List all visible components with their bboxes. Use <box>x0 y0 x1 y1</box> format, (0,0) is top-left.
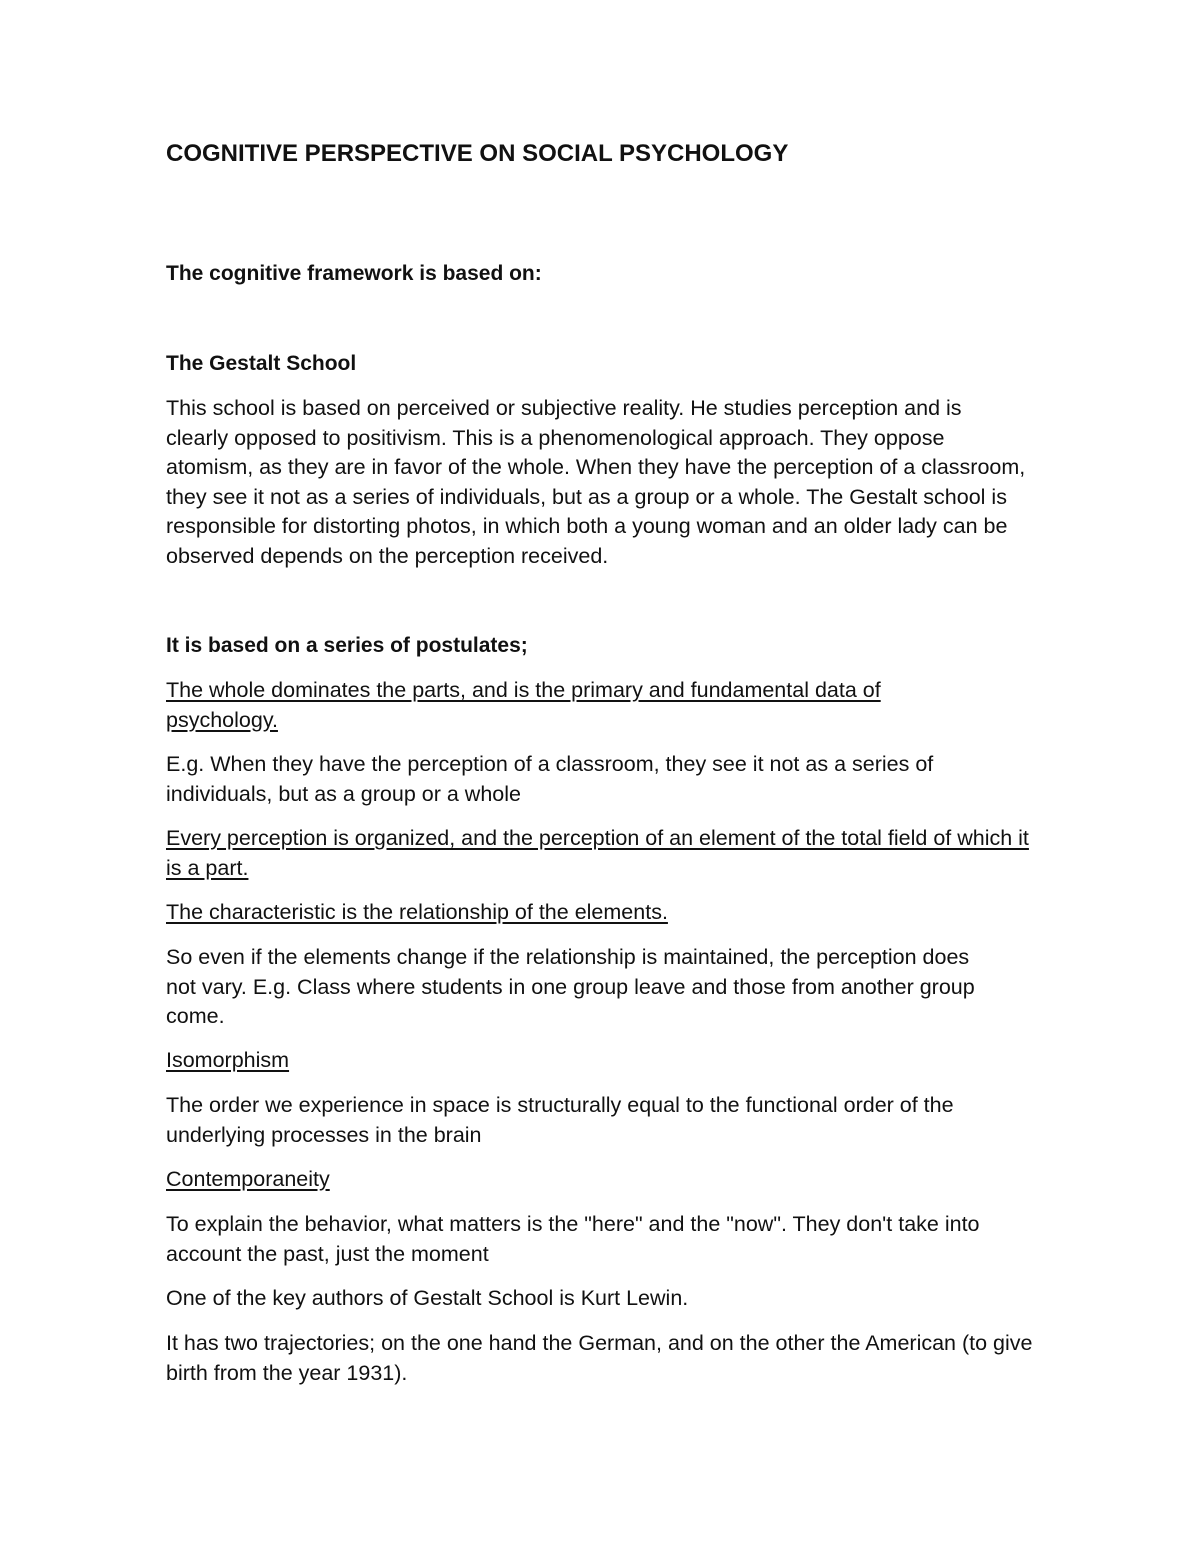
postulate-1: The whole dominates the parts, and is the primary and fundamental data of psychology. <box>166 678 881 732</box>
postulate-3-paragraph: So even if the elements change if the relationship is maintained, the perception does not vary. E.g. Class where students in one group leave and those from another group come. <box>166 945 975 1028</box>
postulates-heading: It is based on a series of postulates; <box>166 634 528 657</box>
gestalt-heading: The Gestalt School <box>166 352 357 375</box>
trajectories-paragraph: It has two trajectories; on the one hand the German, and on the other the American (to give birth from the year 1931). <box>166 1331 1033 1385</box>
gestalt-paragraph: This school is based on perceived or subjective reality. He studies perception and is clearly opposed to positivism. This is a phenomenological approach. They oppose atomism, as they are in favor of the whole. When they have the perception of a classroom, they see it not as a series of individuals, but as a group or a whole. The Gestalt school is responsible for distorting photos, in which both a young woman and an older lady can be observed depends on the perception received. <box>166 396 1026 568</box>
postulate-3: The characteristic is the relationship of the elements. <box>166 900 668 924</box>
document-title: COGNITIVE PERSPECTIVE ON SOCIAL PSYCHOLOGY <box>166 140 789 167</box>
isomorphism-heading: Isomorphism <box>166 1048 290 1072</box>
isomorphism-paragraph: The order we experience in space is structurally equal to the functional order of the underlying processes in the brain <box>166 1093 954 1147</box>
contemporaneity-heading: Contemporaneity <box>166 1167 330 1191</box>
postulate-2: Every perception is organized, and the perception of an element of the total field of which it is a part. <box>166 826 1029 880</box>
key-author-paragraph: One of the key authors of Gestalt School is Kurt Lewin. <box>166 1286 689 1310</box>
framework-heading: The cognitive framework is based on: <box>166 262 542 285</box>
example-1: E.g. When they have the perception of a classroom, they see it not as a series of individuals, but as a group or a whole <box>166 752 934 806</box>
contemporaneity-paragraph: To explain the behavior, what matters is the "here" and the "now". They don't take into account the past, just the moment <box>166 1212 980 1266</box>
